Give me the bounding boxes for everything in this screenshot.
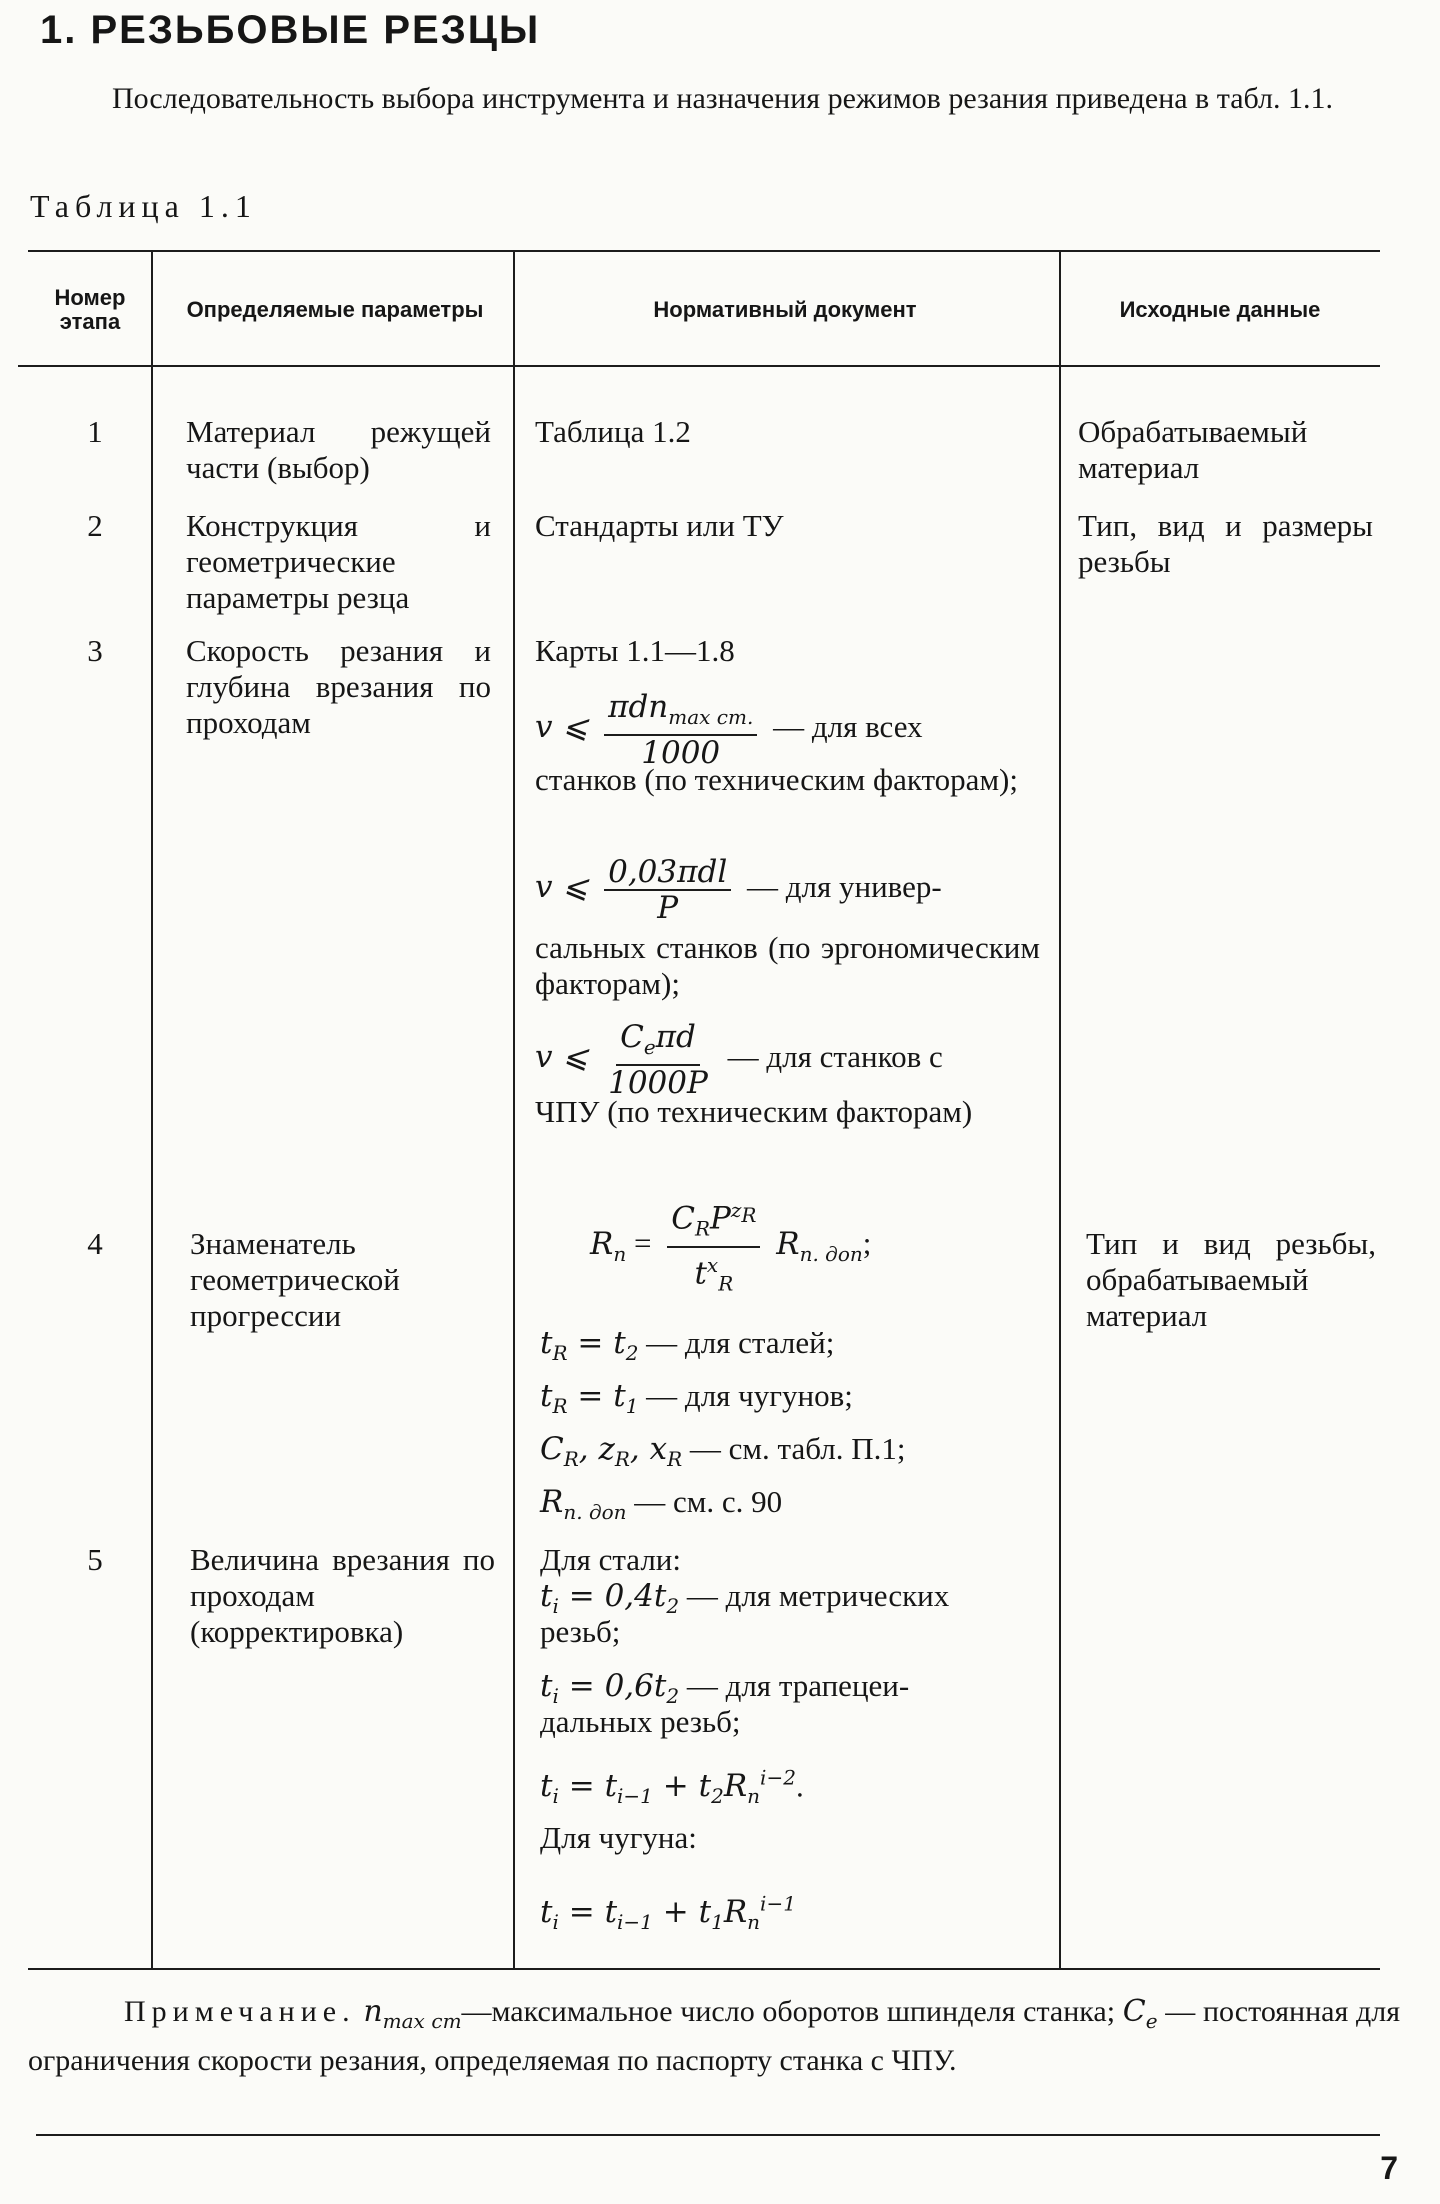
row-5-document: Для стали: (540, 1542, 682, 1577)
note-n-symbol: $n_{max ст}$ (363, 1994, 462, 2033)
formula-v-universal: v ⩽ $\frac{\text{0,03πdl}}{P}$ — для универ- (535, 854, 942, 926)
cast-iron-label: Для чугуна: (540, 1820, 697, 1855)
row-3-document: Карты 1.1—1.8 (535, 633, 735, 668)
formula-v-universal-note: сальных станков (по эргономическим факторам); (535, 930, 1040, 1001)
table-caption: Таблица 1.1 (30, 188, 257, 224)
row-4-parameters: Знаменатель геометрической прогрессии (190, 1226, 400, 1333)
row-2-number: 2 (87, 508, 103, 543)
row-5-number: 5 (87, 1542, 103, 1577)
row-2-input: Тип, вид и размеры резьбы (1078, 508, 1373, 579)
row-2-parameters: Конструкция и геометрические параметры резца (186, 508, 491, 615)
row-4-number: 4 (87, 1226, 103, 1261)
formula-ti-cast-iron-recursive: $t_i = t_{i-1} + t_1R_п^{i-1}$ (540, 1892, 796, 1935)
formula-r-denominator: $R_п$ = $\frac{C_RP^{z_R}}{t^x_R}$ $R_{п. доп}$; (590, 1193, 871, 1300)
row-5-parameters: Величина врезания по проходам (корректировка) (190, 1542, 495, 1649)
formula-v-all-machines-note: станков (по техническим факторам); (535, 762, 1018, 797)
formula-coefficients-ref: $C_R$, $z_R$, $x_R$ — см. табл. П.1; (540, 1431, 906, 1472)
formula-ti-trapezoidal-note: дальных резьб; (540, 1704, 741, 1739)
intro-paragraph: Последовательность выбора инструмента и назначения режимов резания приведена в табл. 1.1. (112, 82, 1334, 115)
row-1-document: Таблица 1.2 (535, 414, 691, 449)
formula-tr-steel: $t_R = t_2$ — для сталей; (540, 1325, 835, 1366)
header-parameters: Определяемые параметры (186, 297, 484, 322)
header-step-number: Номер этапа (54, 285, 126, 334)
formula-ti-steel-recursive: $t_i = t_{i-1} + t_2R_п^{i-2}$. (540, 1766, 804, 1809)
header-input-data: Исходные данные (1119, 297, 1321, 322)
section-heading: 1. РЕЗЬБОВЫЕ РЕЗЦЫ (40, 8, 541, 52)
row-3-parameters: Скорость резания и глубина врезания по проходам (186, 633, 491, 740)
table-note (28, 1992, 1400, 2080)
formula-ti-trapezoidal: $t_i = 0,6t_2$ — для трапецеи- (540, 1668, 910, 1709)
note-c-text: — постоянная для ограничения скорости резания, определяемая по паспорту станка с ЧПУ. (28, 1995, 1401, 2077)
footer-rule (36, 2134, 1380, 2136)
formula-ti-metric: $t_i = 0,4t_2$ — для метрических (540, 1578, 950, 1619)
note-n-text: —максимальное число оборотов шпинделя станка; (461, 1995, 1116, 2028)
row-3-number: 3 (87, 633, 103, 668)
row-1-number: 1 (87, 414, 103, 449)
row-1-input: Обрабатываемый материал (1078, 414, 1308, 485)
page-number: 7 (1380, 2150, 1398, 2186)
formula-v-all-machines: v ⩽ $\frac{\pi dn_{max ст.}}{1000}$ — для всех (535, 689, 923, 772)
row-4-input: Тип и вид резьбы, обрабатываемый материал (1086, 1226, 1376, 1333)
formula-v-cnc-note: ЧПУ (по техническим факторам) (535, 1094, 973, 1129)
row-2-document: Стандарты или ТУ (535, 508, 784, 543)
header-document: Нормативный документ (653, 297, 917, 322)
formula-r-allowed-ref: $R_{п. доп}$ — см. с. 90 (540, 1484, 783, 1525)
formula-v-cnc: v ⩽ $\frac{C_e\pi d}{1000P}$ — для станков с (535, 1019, 943, 1102)
note-label: Примечание. (124, 1995, 356, 2028)
note-c-symbol: $C_e$ (1122, 1994, 1158, 2033)
formula-ti-metric-note: резьб; (540, 1614, 621, 1649)
row-1-parameters: Материал режущей части (выбор) (186, 414, 491, 485)
formula-tr-cast-iron: $t_R = t_1$ — для чугунов; (540, 1378, 853, 1419)
